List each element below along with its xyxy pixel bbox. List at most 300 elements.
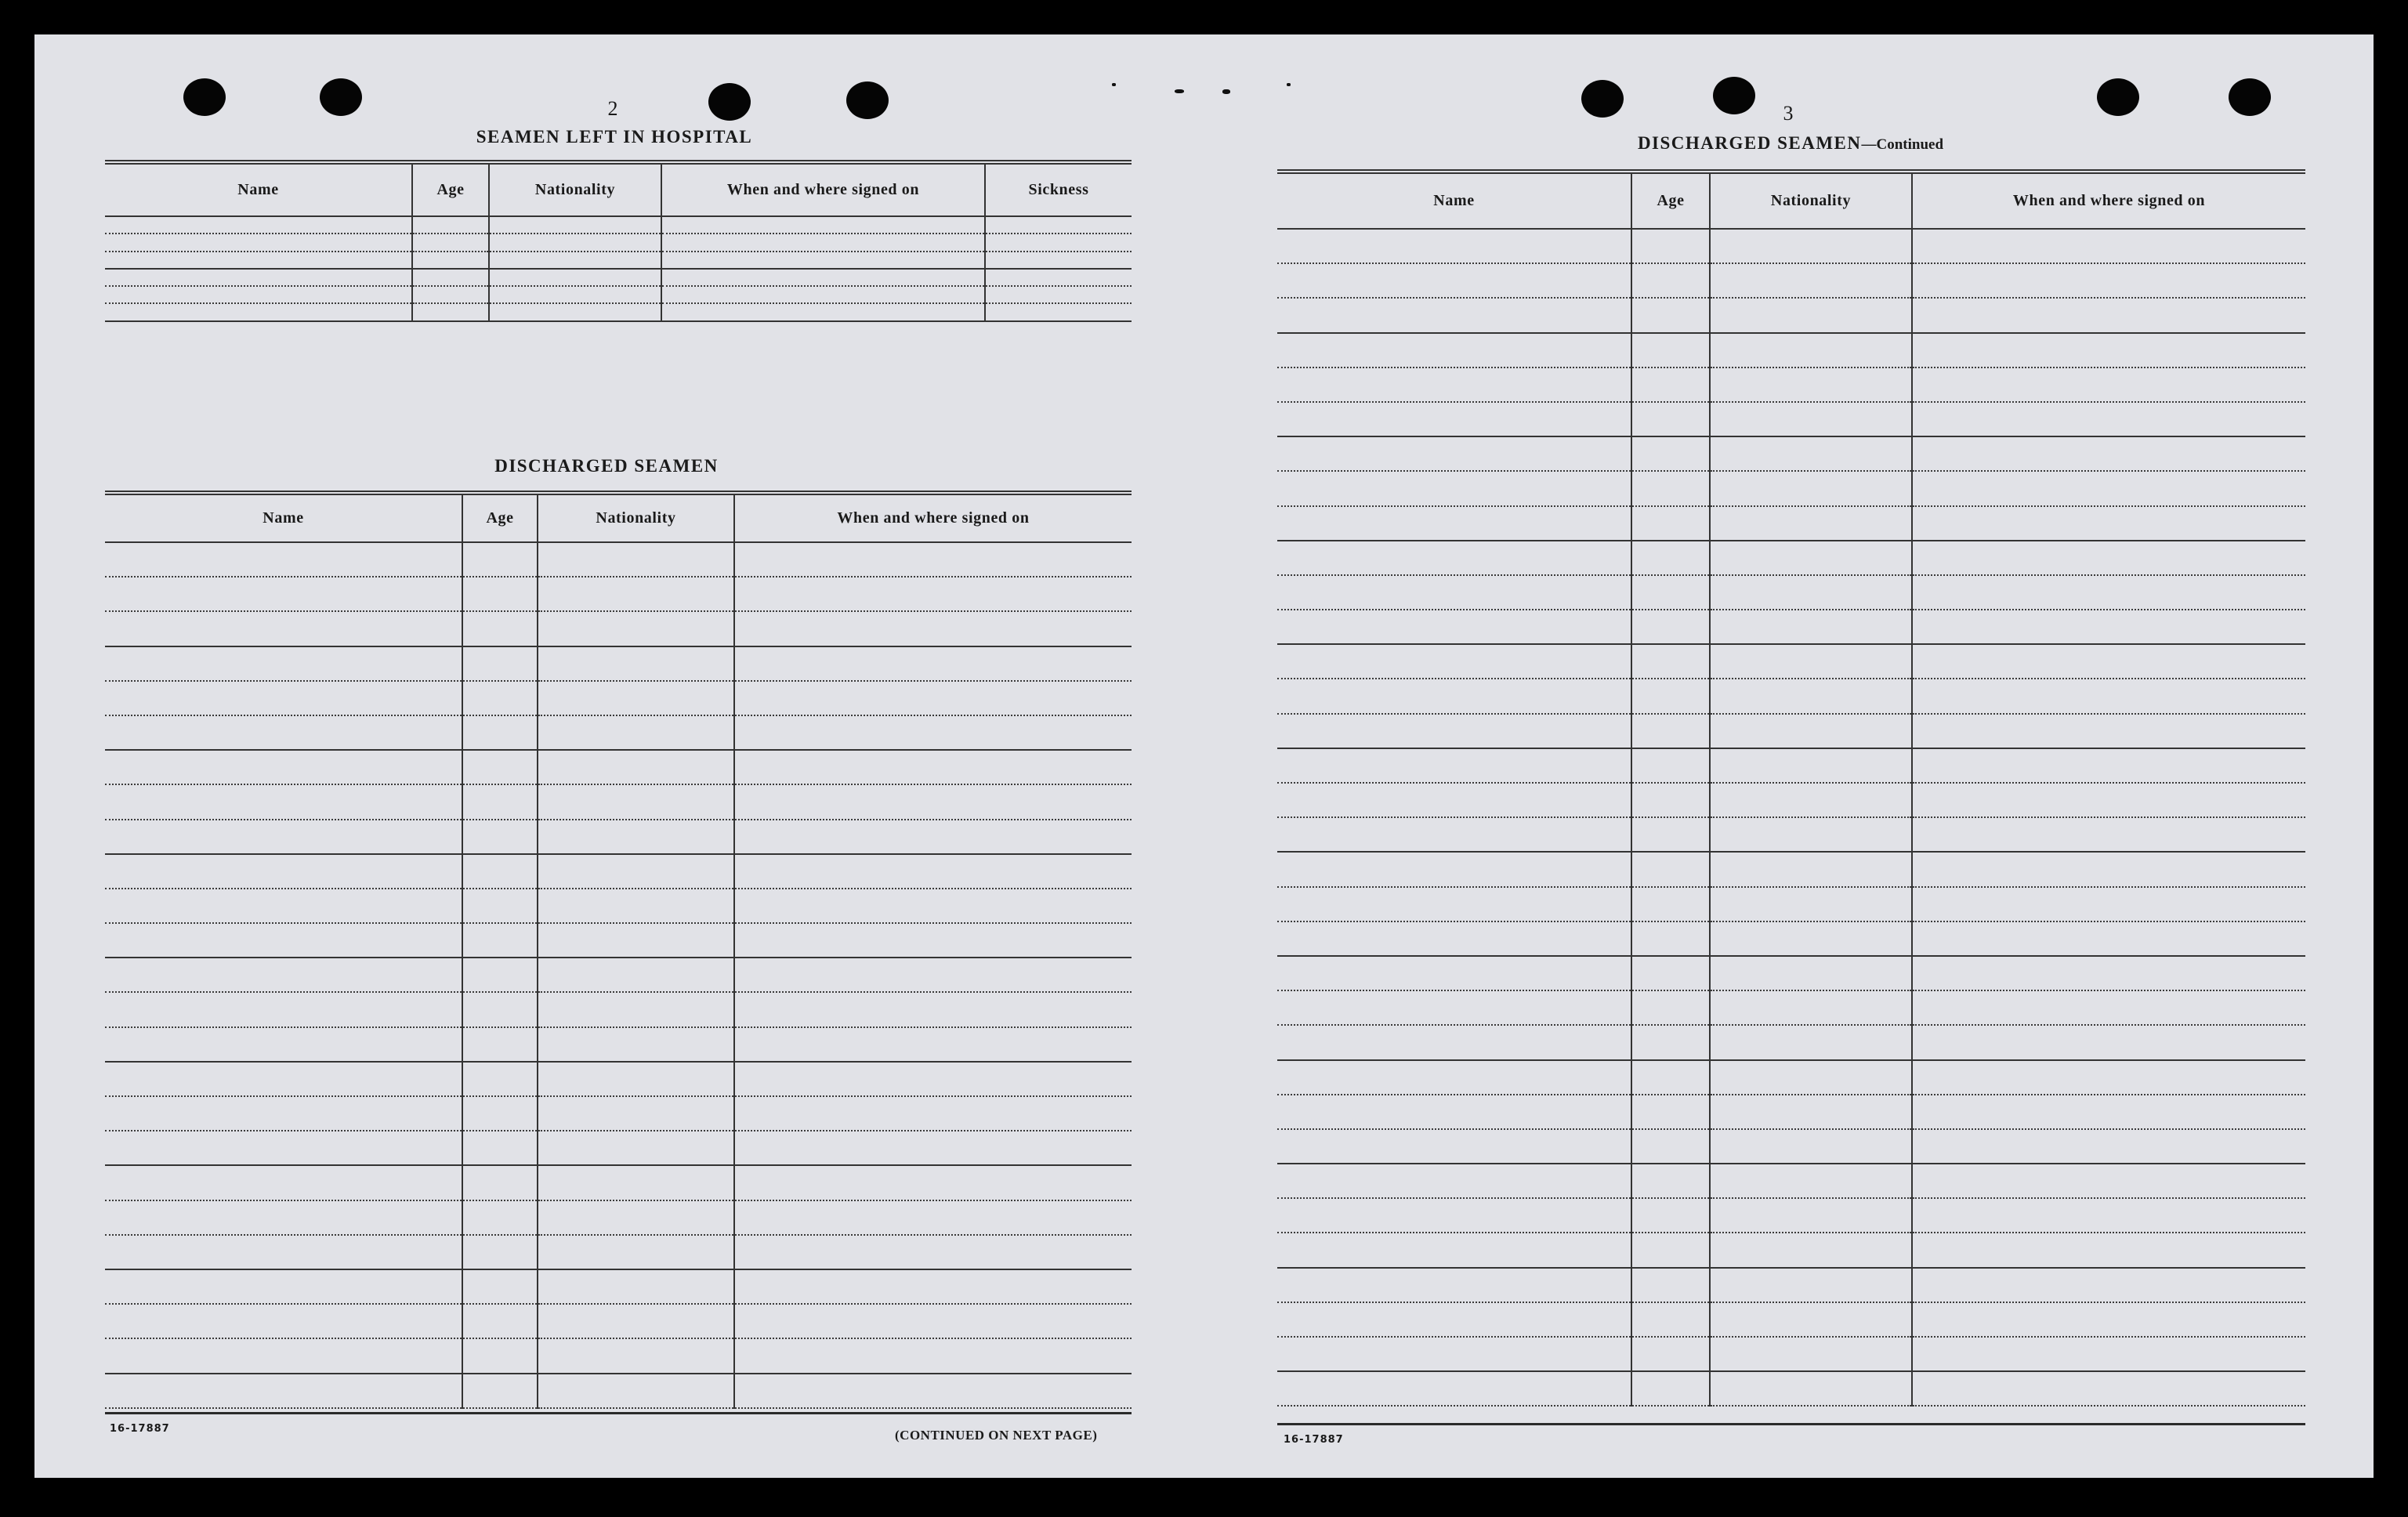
- table-row: [1277, 506, 2305, 541]
- table-cell: [1277, 1025, 1631, 1059]
- table-cell: [538, 992, 734, 1026]
- table-cell: [1710, 644, 1912, 679]
- table-cell: [538, 784, 734, 819]
- table-cell: [734, 1200, 1132, 1235]
- table-cell: [412, 216, 489, 234]
- header-sickness: Sickness: [985, 165, 1132, 216]
- table-cell: [538, 889, 734, 923]
- table-row: [1277, 1025, 2305, 1059]
- header-nationality: Nationality: [1710, 174, 1912, 229]
- table-cell: [105, 611, 462, 646]
- table-cell: [462, 681, 538, 715]
- table-cell: [1912, 1025, 2305, 1059]
- header-signed-on: When and where signed on: [734, 495, 1132, 542]
- table-row: [1277, 1371, 2305, 1406]
- table-cell: [734, 958, 1132, 992]
- speck: [1175, 89, 1184, 93]
- table-cell: [1631, 1233, 1710, 1267]
- table-cell: [1912, 298, 2305, 332]
- table-cell: [1631, 1302, 1710, 1337]
- table-cell: [1710, 852, 1912, 886]
- table-cell: [1631, 506, 1710, 541]
- table-row: [1277, 575, 2305, 610]
- table-cell: [1710, 1060, 1912, 1095]
- table-row: [105, 1027, 1132, 1062]
- table-cell: [1710, 1025, 1912, 1059]
- table-cell: [105, 854, 462, 889]
- table-cell: [734, 681, 1132, 715]
- table-cell: [1277, 1233, 1631, 1267]
- table-cell: [1710, 402, 1912, 436]
- table-cell: [1631, 1337, 1710, 1371]
- table-row: [1277, 644, 2305, 679]
- table-cell: [1631, 402, 1710, 436]
- table-row: [1277, 436, 2305, 471]
- table-cell: [1912, 1302, 2305, 1337]
- table-cell: [1912, 714, 2305, 748]
- header-nationality: Nationality: [489, 165, 661, 216]
- table-cell: [1631, 644, 1710, 679]
- table-cell: [462, 1269, 538, 1304]
- table-row: [105, 681, 1132, 715]
- header-age: Age: [1631, 174, 1710, 229]
- table-row: [105, 889, 1132, 923]
- table-cell: [1710, 1371, 1912, 1406]
- table-cell: [538, 1374, 734, 1408]
- header-signed-on: When and where signed on: [661, 165, 985, 216]
- table-cell: [105, 1269, 462, 1304]
- table-row: [105, 1338, 1132, 1373]
- table-cell: [462, 542, 538, 577]
- table-cell: [1631, 1198, 1710, 1233]
- table-cell: [1710, 990, 1912, 1025]
- table-cell: [462, 1338, 538, 1373]
- table-cell: [734, 820, 1132, 854]
- table-cell: [538, 577, 734, 611]
- table-cell: [462, 1374, 538, 1408]
- discharged-table-right-body: [1277, 229, 2305, 1406]
- table-cell: [1277, 471, 1631, 505]
- table-cell: [462, 1027, 538, 1062]
- table-cell: [1277, 1164, 1631, 1198]
- table-cell: [1710, 748, 1912, 783]
- header-signed-on: When and where signed on: [1912, 174, 2305, 229]
- title-suffix: —Continued: [1861, 136, 1944, 153]
- table-cell: [734, 1269, 1132, 1304]
- table-cell: [661, 286, 985, 303]
- table-row: [105, 1165, 1132, 1200]
- table-row: [1277, 298, 2305, 332]
- table-row: [1277, 748, 2305, 783]
- table-cell: [105, 923, 462, 958]
- table-cell: [1912, 541, 2305, 575]
- table-cell: [734, 854, 1132, 889]
- table-cell: [1710, 921, 1912, 956]
- table-row: [105, 854, 1132, 889]
- table-row: [1277, 1164, 2305, 1198]
- table-cell: [1710, 471, 1912, 505]
- table-cell: [1277, 1302, 1631, 1337]
- table-cell: [462, 923, 538, 958]
- table-cell: [1277, 644, 1631, 679]
- table-cell: [1710, 436, 1912, 471]
- table-cell: [489, 252, 661, 269]
- table-cell: [105, 1062, 462, 1096]
- table-cell: [1710, 1302, 1912, 1337]
- table-cell: [538, 854, 734, 889]
- table-cell: [1277, 714, 1631, 748]
- table-cell: [1912, 1371, 2305, 1406]
- table-cell: [105, 1200, 462, 1235]
- table-row: [105, 923, 1132, 958]
- discharged-continued-title: [1599, 133, 1983, 154]
- table-cell: [1631, 1129, 1710, 1164]
- punch-hole: [1581, 80, 1624, 118]
- table-cell: [1277, 1371, 1631, 1406]
- table-cell: [734, 992, 1132, 1026]
- table-cell: [1277, 229, 1631, 263]
- table-cell: [1710, 887, 1912, 921]
- table-cell: [985, 269, 1132, 286]
- table-cell: [105, 992, 462, 1026]
- table-cell: [538, 1165, 734, 1200]
- table-cell: [1912, 402, 2305, 436]
- table-cell: [1912, 506, 2305, 541]
- table-cell: [462, 646, 538, 681]
- table-cell: [1277, 506, 1631, 541]
- table-cell: [1912, 1164, 2305, 1198]
- table-row: [1277, 817, 2305, 852]
- table-cell: [105, 234, 412, 251]
- table-cell: [734, 646, 1132, 681]
- table-row: [105, 1200, 1132, 1235]
- table-row: [1277, 852, 2305, 886]
- table-cell: [1710, 783, 1912, 817]
- table-cell: [1631, 1371, 1710, 1406]
- table-cell: [1710, 541, 1912, 575]
- table-cell: [1631, 541, 1710, 575]
- table-row: [105, 303, 1132, 320]
- table-cell: [462, 611, 538, 646]
- punch-hole: [183, 78, 226, 116]
- table-cell: [105, 784, 462, 819]
- table-row: [105, 577, 1132, 611]
- table-cell: [538, 923, 734, 958]
- table-end-line: [105, 1412, 1132, 1414]
- table-cell: [1631, 298, 1710, 332]
- table-cell: [734, 889, 1132, 923]
- table-cell: [734, 1338, 1132, 1373]
- table-cell: [105, 1374, 462, 1408]
- table-cell: [1912, 1129, 2305, 1164]
- table-cell: [1912, 887, 2305, 921]
- table-cell: [105, 681, 462, 715]
- hospital-table-body: [105, 216, 1132, 321]
- header-name: Name: [1277, 174, 1631, 229]
- table-cell: [1912, 263, 2305, 298]
- table-cell: [1710, 506, 1912, 541]
- table-cell: [105, 303, 412, 320]
- table-cell: [105, 269, 412, 286]
- table-cell: [538, 820, 734, 854]
- table-cell: [1631, 783, 1710, 817]
- table-cell: [105, 1338, 462, 1373]
- table-cell: [1277, 956, 1631, 990]
- table-cell: [538, 681, 734, 715]
- table-cell: [1277, 679, 1631, 713]
- hospital-section-title: SEAMEN LEFT IN HOSPITAL: [476, 127, 753, 147]
- table-cell: [538, 750, 734, 784]
- table-cell: [538, 715, 734, 750]
- table-cell: [734, 1062, 1132, 1096]
- table-row: [1277, 1129, 2305, 1164]
- speck: [1112, 83, 1116, 86]
- table-cell: [1631, 748, 1710, 783]
- table-row: [105, 958, 1132, 992]
- table-cell: [1710, 610, 1912, 644]
- table-cell: [105, 1165, 462, 1200]
- table-cell: [1631, 263, 1710, 298]
- table-row: [1277, 1198, 2305, 1233]
- table-cell: [1277, 1198, 1631, 1233]
- table-cell: [462, 1200, 538, 1235]
- table-cell: [1710, 298, 1912, 332]
- table-cell: [1631, 956, 1710, 990]
- table-cell: [734, 1096, 1132, 1131]
- table-cell: [105, 1304, 462, 1338]
- table-row: [1277, 541, 2305, 575]
- table-cell: [1710, 367, 1912, 402]
- table-cell: [1277, 1060, 1631, 1095]
- table-cell: [105, 1027, 462, 1062]
- table-cell: [105, 542, 462, 577]
- table-cell: [1631, 887, 1710, 921]
- table-row: [105, 1096, 1132, 1131]
- table-row: [1277, 610, 2305, 644]
- table-cell: [734, 611, 1132, 646]
- table-cell: [105, 820, 462, 854]
- table-cell: [1710, 1268, 1912, 1302]
- table-cell: [538, 1096, 734, 1131]
- table-cell: [1631, 1268, 1710, 1302]
- table-cell: [462, 820, 538, 854]
- table-row: [105, 1374, 1132, 1408]
- table-cell: [661, 234, 985, 251]
- table-cell: [489, 303, 661, 320]
- table-cell: [1277, 783, 1631, 817]
- table-cell: [1631, 921, 1710, 956]
- table-row: [105, 646, 1132, 681]
- form-number-left: 16-17887: [110, 1423, 170, 1435]
- table-row: [1277, 1337, 2305, 1371]
- table-cell: [734, 750, 1132, 784]
- table-row: [1277, 783, 2305, 817]
- table-cell: [734, 1165, 1132, 1200]
- table-cell: [412, 252, 489, 269]
- table-cell: [105, 889, 462, 923]
- title-main: DISCHARGED SEAMEN: [1637, 133, 1862, 153]
- table-cell: [1277, 298, 1631, 332]
- table-cell: [1912, 679, 2305, 713]
- table-cell: [105, 252, 412, 269]
- discharged-header-row: [105, 495, 1132, 542]
- table-cell: [1912, 644, 2305, 679]
- speck: [1287, 83, 1291, 86]
- table-cell: [462, 854, 538, 889]
- table-cell: [1710, 1164, 1912, 1198]
- header-name: Name: [105, 165, 412, 216]
- page-number-right: 3: [1783, 102, 1794, 125]
- table-row: [105, 216, 1132, 234]
- header-age: Age: [412, 165, 489, 216]
- table-cell: [105, 1131, 462, 1165]
- table-cell: [734, 542, 1132, 577]
- table-row: [1277, 1095, 2305, 1129]
- table-cell: [1912, 1198, 2305, 1233]
- table-cell: [1912, 783, 2305, 817]
- table-row: [1277, 714, 2305, 748]
- table-cell: [1912, 1268, 2305, 1302]
- table-cell: [1277, 921, 1631, 956]
- table-cell: [105, 646, 462, 681]
- table-cell: [1631, 471, 1710, 505]
- table-cell: [1631, 679, 1710, 713]
- table-cell: [1631, 610, 1710, 644]
- table-cell: [1912, 1233, 2305, 1267]
- table-cell: [462, 1131, 538, 1165]
- table-cell: [661, 303, 985, 320]
- table-row: [105, 1062, 1132, 1096]
- table-cell: [538, 542, 734, 577]
- table-cell: [538, 1200, 734, 1235]
- punch-hole: [2229, 78, 2271, 116]
- table-row: [1277, 1268, 2305, 1302]
- table-cell: [105, 1096, 462, 1131]
- continued-note: (CONTINUED ON NEXT PAGE): [895, 1428, 1098, 1443]
- table-cell: [1912, 852, 2305, 886]
- table-cell: [462, 1304, 538, 1338]
- table-cell: [489, 269, 661, 286]
- table-cell: [1912, 333, 2305, 367]
- table-row: [105, 715, 1132, 750]
- table-row: [105, 286, 1132, 303]
- table-cell: [734, 715, 1132, 750]
- table-row: [105, 542, 1132, 577]
- table-row: [1277, 956, 2305, 990]
- table-cell: [1912, 436, 2305, 471]
- table-cell: [462, 1165, 538, 1200]
- table-cell: [538, 1062, 734, 1096]
- table-cell: [985, 303, 1132, 320]
- table-cell: [1912, 1060, 2305, 1095]
- discharged-section-title: DISCHARGED SEAMEN: [494, 456, 719, 476]
- table-cell: [1277, 1095, 1631, 1129]
- table-row: [1277, 367, 2305, 402]
- table-cell: [538, 958, 734, 992]
- table-cell: [489, 216, 661, 234]
- table-cell: [462, 1096, 538, 1131]
- table-cell: [1710, 679, 1912, 713]
- table-cell: [1277, 748, 1631, 783]
- table-cell: [1277, 1268, 1631, 1302]
- table-cell: [105, 750, 462, 784]
- table-cell: [1631, 229, 1710, 263]
- table-cell: [1710, 1233, 1912, 1267]
- table-cell: [1912, 229, 2305, 263]
- table-cell: [734, 784, 1132, 819]
- table-cell: [105, 216, 412, 234]
- table-row: [1277, 990, 2305, 1025]
- table-cell: [1912, 367, 2305, 402]
- table-cell: [1912, 956, 2305, 990]
- hospital-header-row: [105, 165, 1132, 216]
- table-cell: [1710, 263, 1912, 298]
- document-sheet: [34, 34, 2374, 1478]
- table-row: [105, 1304, 1132, 1338]
- table-cell: [1912, 1337, 2305, 1371]
- table-cell: [734, 1131, 1132, 1165]
- table-cell: [734, 923, 1132, 958]
- table-cell: [1631, 714, 1710, 748]
- table-cell: [462, 750, 538, 784]
- table-cell: [1277, 541, 1631, 575]
- table-end-line: [1277, 1423, 2305, 1425]
- table-cell: [1631, 817, 1710, 852]
- table-cell: [1912, 1095, 2305, 1129]
- table-cell: [538, 611, 734, 646]
- table-row: [1277, 229, 2305, 263]
- table-row: [1277, 1060, 2305, 1095]
- hospital-table: [105, 165, 1132, 322]
- table-cell: [462, 784, 538, 819]
- table-cell: [1631, 367, 1710, 402]
- table-cell: [1912, 575, 2305, 610]
- table-cell: [734, 1304, 1132, 1338]
- table-cell: [538, 1304, 734, 1338]
- table-cell: [412, 269, 489, 286]
- punch-hole: [846, 81, 889, 119]
- table-cell: [985, 252, 1132, 269]
- table-cell: [1631, 436, 1710, 471]
- discharged-table-left: [105, 495, 1132, 1409]
- table-cell: [1912, 610, 2305, 644]
- table-cell: [462, 992, 538, 1026]
- table-row: [1277, 263, 2305, 298]
- table-cell: [489, 286, 661, 303]
- table-cell: [105, 286, 412, 303]
- table-cell: [985, 286, 1132, 303]
- table-cell: [1912, 990, 2305, 1025]
- table-row: [1277, 1302, 2305, 1337]
- table-cell: [1710, 333, 1912, 367]
- table-row: [1277, 921, 2305, 956]
- table-cell: [1710, 956, 1912, 990]
- punch-hole: [2097, 78, 2139, 116]
- right-header-row: [1277, 174, 2305, 229]
- table-cell: [462, 889, 538, 923]
- table-cell: [734, 1027, 1132, 1062]
- table-row: [1277, 402, 2305, 436]
- table-row: [105, 1269, 1132, 1304]
- speck: [1222, 89, 1230, 94]
- table-cell: [661, 269, 985, 286]
- table-cell: [734, 1235, 1132, 1269]
- table-row: [105, 252, 1132, 269]
- table-row: [105, 784, 1132, 819]
- table-cell: [1631, 333, 1710, 367]
- table-cell: [489, 234, 661, 251]
- table-row: [105, 820, 1132, 854]
